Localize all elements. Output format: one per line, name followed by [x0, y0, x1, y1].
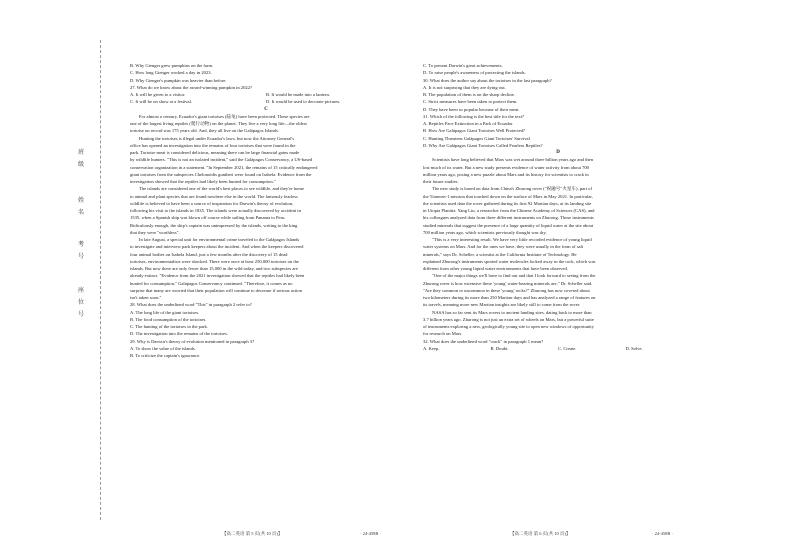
page-5-column	[130, 62, 402, 524]
text-line: In late August, a special unit for environmental crime traveled to the Galápagos Islands	[139, 237, 300, 242]
text-line: different from other young liquid water environments that have been observed.	[423, 266, 568, 271]
option-row	[130, 91, 402, 98]
text-line: B. How Are Galápagos Giant Tortoises Well Protected?	[423, 128, 525, 134]
text-line: tortoise on record was 175 years old. And, they all live on the Galápagos Islands.	[130, 128, 279, 134]
option: B. Doubt.	[490, 345, 509, 351]
text-line: 29. Why is Darwin's theory of evolution mentioned in paragraph 3?	[130, 338, 255, 344]
text-line: A. The long life of the giant tortoises.	[130, 309, 200, 315]
text-line: the Tianwen-1 mission that touched down on the surface of Mars in May 2021. In particular,	[423, 193, 593, 199]
binding-label: 级	[77, 162, 84, 168]
text-line: 1535, when a Spanish ship was blown off course while sailing from Panama to Peru.	[130, 215, 286, 221]
text-line: C. The hunting of the tortoises in the park.	[130, 324, 208, 329]
binding-label: 位	[77, 300, 84, 306]
text-line: wildlife is believed to have been a source of inspiration for Darwin's theory of evolution,	[130, 200, 294, 206]
binding-label: 姓	[77, 198, 84, 204]
text-line: lost much of its water. But a new study presents evidence of water activity from about 700	[423, 164, 589, 170]
binding-margin	[0, 0, 122, 549]
text-line: NASA has so far sent its Mars rovers to ancient landing sites, dating back to more than	[432, 309, 592, 315]
text-line: Scientists have long believed that Mars was wet around three billion years ago and then	[432, 157, 593, 163]
text-line: C. Strict measures have been taken to protect them.	[423, 99, 518, 105]
text-line: giant tortoises from the subspecies Chelonoidis guntheri were found on Isabela. Evidence from the	[130, 171, 312, 177]
text-line: islands. But now there are only fewer than 15,000 in the wild today, and two subspecies are	[130, 266, 298, 271]
binding-line	[100, 40, 101, 520]
text-line: hunted for consumption," Galápagos Conservancy continued. "Therefore, it comes as no	[130, 280, 293, 286]
footer-page-5: 【高二英语 第 5 页(共 10 页)】	[222, 531, 283, 536]
text-line: Ridiculously enough, the ship's captain was unimpressed by the islands, writing to the king	[130, 222, 298, 228]
text-line: "Are they common or uncommon in these 'young' rocks?" Zhurong has now covered about	[423, 287, 590, 293]
text-line: 31. Which of the following is the best title for the text?	[423, 113, 524, 119]
section-heading: D	[556, 150, 560, 155]
text-line: investigation showed that the reptiles had likely been hunted for consumption."	[130, 179, 276, 184]
text-line: to animal and plant species that are found nowhere else in the world. The famously fearless	[130, 193, 298, 199]
page-6-column	[423, 62, 693, 524]
section-heading: C	[264, 106, 268, 112]
text-line: D. To raise people's awareness of protecting the islands.	[423, 70, 526, 76]
text-line: A. Reptiles Face Extinction in a Park of Ecuador	[423, 121, 513, 126]
text-line: C. How long Gienger worked a day in 2023.	[130, 70, 212, 76]
option-row	[423, 345, 693, 352]
text-line: water systems on Mars. And for the ones we have, they were usually in the form of salt	[423, 244, 584, 250]
footer-code-5: · 24-458B ·	[360, 531, 381, 536]
text-line: 27. What do we know about the award-winning pumpkin in 2022?	[130, 84, 253, 90]
option: D. Solve.	[625, 345, 643, 351]
text-line: B. Why Gienger grew pumpkins on the farm.	[130, 63, 214, 68]
text-line: "One of the major things we'll have to find out and that I look forward to seeing from the	[432, 273, 596, 279]
text-line: A. It is not surprising that they are dying out.	[423, 84, 506, 90]
option: C. Create.	[558, 345, 577, 351]
text-line: D. Why Gienger's pumpkin was heavier than before.	[130, 77, 227, 83]
text-line: million years ago, posing a new puzzle about Mars and its history for scientists to crack in	[423, 171, 589, 177]
text-line: D. The investigation into the remains of the tortoises.	[130, 331, 228, 337]
text-line: their future studies.	[423, 179, 459, 184]
text-line: Hunting the tortoises is illegal under Ecuador's laws, but now the Attorney General's	[139, 135, 295, 141]
text-line: "This is a very interesting result. We have very little recorded evidence of young liquid	[432, 237, 592, 242]
option: A. Keep.	[423, 345, 440, 351]
text-line: park. Tortoise meat is considered delicious, meaning there can be large financial gains made	[130, 150, 300, 155]
text-line: minerals," says Dr. Scheller, a scientist at the California Institute of Technology. He	[423, 251, 577, 257]
text-line: already extinct. "Evidence from the 2021 investigation showed that the reptiles had likely been	[130, 273, 305, 279]
text-line: tortoises, environmentalists were shocked. There were once at least 250,000 tortoises on the	[130, 258, 299, 264]
text-line: 700 million years ago, which scientists previously thought was dry.	[423, 229, 547, 235]
binding-label: 名	[77, 210, 84, 216]
text-line: for research on Mars.	[423, 331, 463, 337]
text-line: D. Why Are Galápagos Giant Tortoises Called Fearless Reptiles?	[423, 142, 543, 148]
binding-label: 号	[77, 312, 84, 318]
text-line: 32. What does the underlined word "crack" in paragraph 1 mean?	[423, 338, 544, 344]
text-line: B. The food consumption of the tortoises.	[130, 316, 207, 322]
text-line: studied minerals that suggest the presence of a large quantity of liquid water at the site about	[423, 222, 594, 228]
text-line: isn't taken soon."	[130, 295, 162, 300]
text-line: C. Hunting Threatens Galápagos Giant Tortoises' Survival	[423, 135, 530, 141]
text-line: by wildlife hunters. "This is not an isolated incident," said the Galápagos Conservancy, a US-based	[130, 157, 313, 163]
text-line: his colleagues analyzed data from three different instruments on Zhurong. Those instruments	[423, 215, 594, 221]
text-line: 3.7 billion years ago. Zhurong is not just an extra set of wheels on Mars, but a powerful suite	[423, 316, 594, 322]
text-line: The islands are considered one of the world's best places to see wildlife, and they're home	[139, 186, 304, 192]
text-line: four animal bodies on Isabela Island, just a few months after the discovery of 15 dead	[130, 251, 288, 257]
text-line: in Utopia Planitia. Yang Liu, a researcher from the Chinese Academy of Sciences (CAS), and	[423, 208, 595, 213]
text-line: B. The population of them is on the sharp decline.	[423, 92, 515, 97]
text-line: 30. What does the author say about the tortoises in the last paragraph?	[423, 77, 552, 83]
text-line: the scientists used data the rover gathered during its first 92 Martian days, at its landing site	[423, 200, 592, 206]
text-line: A. To show the value of the islands.	[130, 345, 196, 351]
option: A. It will be given to a visitor.	[130, 92, 186, 97]
footer-page-6: 【高二英语 第 6 页(共 10 页)】	[510, 531, 571, 536]
binding-label: 考	[77, 242, 84, 248]
text-line: two kilometers during its more than 250 Martian days and has analyzed a range of features on	[423, 295, 596, 300]
text-line: For almost a century, Ecuador's giant tortoises (陆龟) have been protected. These species are	[139, 113, 310, 119]
option-row	[130, 98, 402, 105]
footer-code-6: · 24-458B ·	[652, 531, 673, 536]
binding-label: 班	[77, 150, 84, 156]
text-line: of instruments exploring a new, geologically young site to open new windows of opportunity	[423, 324, 594, 329]
text-line: surprise that many are worried that their population will continue to decrease if serious action	[130, 287, 302, 293]
text-line: C. To present Darwin's great achievements.	[423, 63, 503, 68]
text-line: Zhurong rover is how extensive these 'young' water-bearing minerals are," Dr. Scheller said.	[423, 280, 593, 286]
text-line: its travels, meaning more new Martian insights are likely still to come from the rover.	[423, 302, 581, 308]
text-line: to investigate and interview park keepers about the incident. And when the keepers discovered	[130, 244, 304, 250]
binding-label: 号	[77, 254, 84, 260]
text-line: conservation organization in a statement. "In September 2021, the remains of 15 critically endangered	[130, 164, 318, 170]
text-line: that they were "worthless".	[130, 229, 180, 235]
text-line: B. To criticize the captain's ignorance.	[130, 353, 201, 358]
text-line: explained Zhurong's instruments spotted water molecules locked away in the rock, which was	[423, 258, 596, 264]
option: B. It would be made into a lantern.	[266, 92, 330, 97]
text-line: following his visit to the islands in 1835. The islands were actually discovered by accident in	[130, 208, 301, 213]
text-line: one of the largest living reptiles (爬行动物) on the planet. They live a very long life—the oldest	[130, 121, 307, 126]
option: C. It will be on show at a festival.	[130, 99, 193, 105]
option: D. It would be used to decorate pictures.	[266, 99, 341, 105]
text-line: D. They have been so popular because of their meat.	[423, 106, 520, 112]
text-line: 28. What does the underlined word "This" in paragraph 2 refer to?	[130, 302, 252, 308]
text-line: The new study is based on data from China's Zhurong rover ("祝融号"火星车), part of	[432, 186, 592, 192]
text-line: office has opened an investigation into the remains of four tortoises that were found in the	[130, 142, 296, 148]
binding-label: 座	[77, 288, 84, 294]
